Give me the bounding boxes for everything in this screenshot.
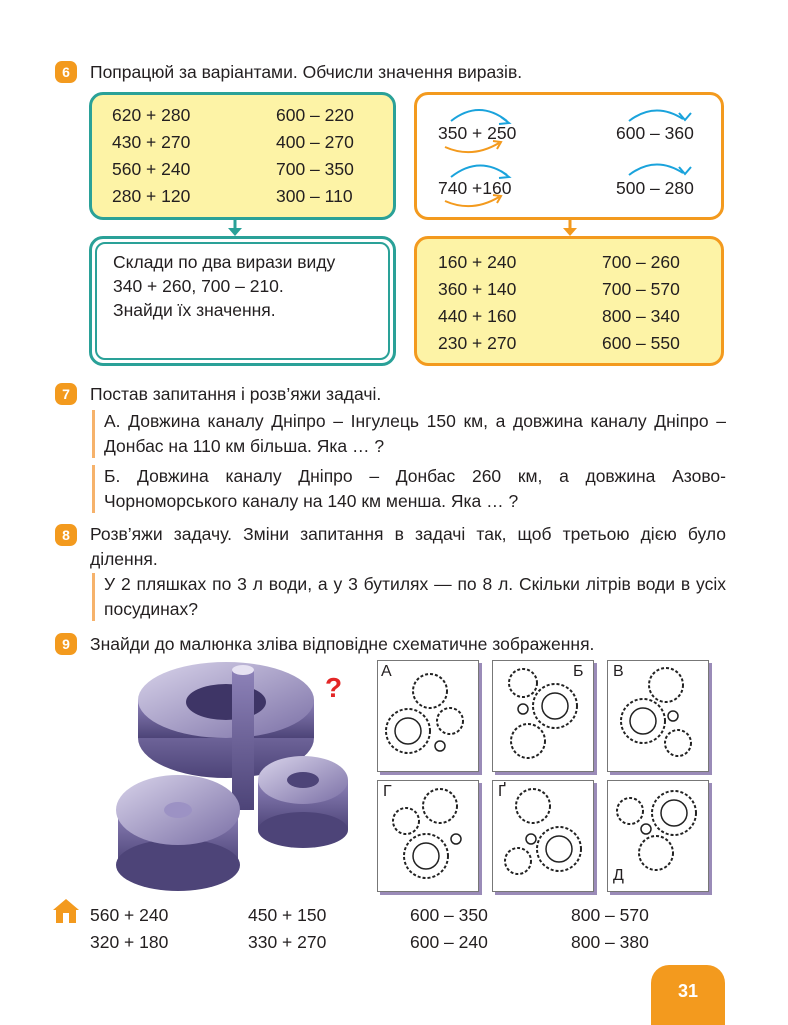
task-7-badge: 7 [55, 383, 77, 405]
instruction-line: Склади по два вирази виду [113, 252, 336, 272]
schematic-card-d[interactable] [607, 780, 709, 892]
gears-schematic-icon [493, 661, 593, 771]
expression: 400 – 270 [276, 132, 354, 152]
arrow-head-icon [679, 113, 691, 120]
instruction-line: Знайди їх значення. [113, 300, 276, 320]
expression: 440 + 160 [438, 306, 517, 326]
home-icon [52, 898, 80, 924]
card-label: Б [573, 663, 584, 680]
expression: 700 – 260 [602, 252, 680, 272]
expression: 600 – 550 [602, 333, 680, 353]
card-label: Д [613, 867, 624, 884]
expression: 740 +160 [438, 178, 512, 198]
expression: 280 + 120 [112, 186, 191, 206]
expression: 360 + 140 [438, 279, 517, 299]
expression: 160 + 240 [438, 252, 517, 272]
expression: 620 + 280 [112, 105, 191, 125]
schematic-card-ge[interactable] [492, 780, 594, 892]
page-number: 31 [651, 965, 725, 1025]
expression: 230 + 270 [438, 333, 517, 353]
homework-expression: 800 – 380 [571, 932, 649, 952]
schematic-card-v[interactable] [607, 660, 709, 772]
schematic-card-a[interactable] [377, 660, 479, 772]
expression: 500 – 280 [616, 178, 694, 198]
expression: 300 – 110 [276, 186, 353, 206]
task-9-title: Знайди до малюнка зліва відповідне схематичне зображення. [90, 634, 595, 654]
expression: 430 + 270 [112, 132, 191, 152]
arrow-head-icon [679, 167, 691, 174]
card-label: Ґ [498, 783, 506, 800]
indent-bar [92, 465, 95, 513]
gears-schematic-icon [378, 781, 478, 891]
question-mark: ? [325, 672, 343, 703]
task-7-problem-a: А. Довжина каналу Дніпро – Інгулець 150 км, а довжина каналу Дніпро – Донбас на 110 км більша. Яка … ? [104, 411, 726, 456]
expression: 350 + 250 [438, 123, 517, 143]
gears-schematic-icon [608, 661, 708, 771]
indent-bar [92, 410, 95, 458]
homework-expression: 320 + 180 [90, 932, 169, 952]
task-6-box-variant-2 [414, 92, 724, 220]
expression: 800 – 340 [602, 306, 680, 326]
homework-expression: 450 + 150 [248, 905, 327, 925]
expression: 600 – 360 [616, 123, 694, 143]
homework-expression: 600 – 240 [410, 932, 488, 952]
task-8-problem: У 2 пляшках по 3 л води, а у 3 бутилях — по 8 л. Скільки літрів води в усіх посудинах? [104, 574, 726, 619]
task-6-badge: 6 [55, 61, 77, 83]
task-7-title: Постав запитання і розв’яжи задачі. [90, 384, 382, 404]
expression: 700 – 570 [602, 279, 680, 299]
arrow-icon [629, 164, 683, 175]
card-label: Г [383, 783, 392, 800]
expression: 560 + 240 [112, 159, 191, 179]
task-8-badge: 8 [55, 524, 77, 546]
schematic-card-b[interactable] [492, 660, 594, 772]
expression: 700 – 350 [276, 159, 354, 179]
homework-expression: 600 – 350 [410, 905, 488, 925]
card-label: А [381, 663, 392, 680]
gears-schematic-icon [608, 781, 708, 891]
homework-expression: 560 + 240 [90, 905, 169, 925]
task-8-title: Розв’яжи задачу. Зміни запитання в задачі так, щоб третьою дією було ділення. [90, 524, 726, 569]
instruction-line: 340 + 260, 700 – 210. [113, 276, 284, 296]
task-7-problem-b: Б. Довжина каналу Дніпро – Донбас 260 км, а довжина Азово-Чорноморського каналу на 140 км менша. Яка … ? [104, 466, 726, 511]
task-6-box-variant-3 [89, 236, 396, 366]
expression: 600 – 220 [276, 105, 354, 125]
homework-expression: 800 – 570 [571, 905, 649, 925]
indent-bar [92, 573, 95, 621]
task-9-badge: 9 [55, 633, 77, 655]
task-6-box-variant-1 [89, 92, 396, 220]
task-6-title: Попрацюй за варіантами. Обчисли значення виразів. [90, 62, 523, 82]
homework-expression: 330 + 270 [248, 932, 327, 952]
gears-schematic-icon [493, 781, 593, 891]
task-6-box-variant-4 [414, 236, 724, 366]
card-label: В [613, 663, 624, 680]
gears-schematic-icon [378, 661, 478, 771]
schematic-card-g[interactable] [377, 780, 479, 892]
